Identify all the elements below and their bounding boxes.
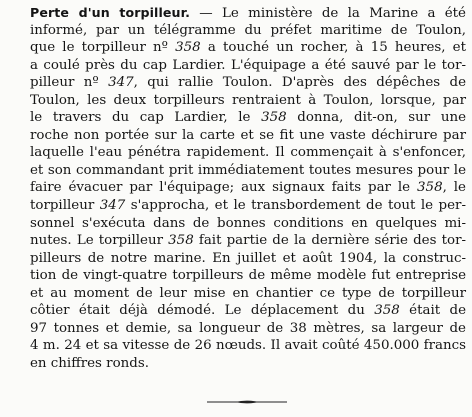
article-text: informé, par un télégramme du préfet maritime de Toulon,	[30, 22, 466, 38]
article-line	[30, 74, 466, 92]
torpedo-boat-number: 347	[99, 198, 126, 214]
torpedo-boat-number: 358	[374, 303, 400, 319]
article-line	[30, 267, 466, 285]
article-text: laquelle l'eau pénétra rapidement. Il commençait à s'enfoncer,	[30, 145, 466, 161]
article-text: était de	[399, 303, 466, 319]
article-text: Toulon, les deux torpilleurs rentraient à Toulon, lorsque, par	[30, 92, 466, 108]
article-line	[30, 22, 466, 40]
article-text: que le torpilleur nº	[30, 40, 176, 56]
news-article	[30, 4, 466, 372]
article-text: — Le ministère de la Marine a été	[189, 6, 466, 21]
article-text: sonnel s'exécuta dans de bonnes conditions en quelques mi-	[30, 215, 466, 231]
article-text: pilleur nº	[30, 75, 109, 91]
article-text: 97 tonnes et demie, sa longueur de 38 mètres, sa largeur de	[30, 320, 466, 336]
article-text: en chiffres ronds.	[30, 355, 149, 371]
article-line	[30, 285, 466, 303]
article-line	[30, 250, 466, 268]
article-line	[30, 232, 466, 250]
article-line	[30, 302, 466, 320]
article-line	[30, 39, 466, 57]
article-line	[30, 355, 466, 373]
article-text: , le	[442, 180, 466, 196]
article-text: côtier était déjà démodé. Le déplacement du	[30, 303, 375, 319]
article-line	[30, 179, 466, 197]
article-line	[30, 92, 466, 110]
article-line	[30, 337, 466, 355]
article-text: donna, dit-on, sur une	[286, 110, 466, 126]
article-text: a touché un rocher, à 15 heures, et	[200, 40, 466, 56]
torpedo-boat-number: 358	[417, 180, 443, 196]
article-text: et son commandant prit immédiatement toutes mesures pour le	[30, 162, 466, 178]
article-text: nutes. Le torpilleur	[30, 233, 169, 249]
article-text: a coulé près du cap Lardier. L'équipage a été sauvé par le tor-	[30, 57, 466, 73]
article-text: 4 m. 24 et sa vitesse de 26 nœuds. Il avait coûté 450.000 francs	[30, 338, 466, 354]
article-text: fait partie de la dernière série des tor-	[193, 233, 466, 249]
article-text: et au moment de leur mise en chantier ce type de torpilleur	[30, 285, 466, 301]
article-headline: Perte d'un torpilleur.	[30, 5, 190, 20]
article-line	[30, 162, 466, 180]
article-text: le travers du cap Lardier, le	[30, 110, 262, 126]
torpedo-boat-number: 358	[175, 40, 201, 56]
article-text: roche non portée sur la carte et se fit une vaste déchirure par	[30, 127, 466, 143]
torpedo-boat-number: 358	[168, 233, 194, 249]
article-body	[30, 4, 466, 372]
article-text: pilleurs de notre marine. En juillet et août 1904, la construc-	[30, 250, 466, 266]
article-line	[30, 127, 466, 145]
article-text: faire évacuer par l'équipage; aux signaux faits par le	[30, 180, 418, 196]
article-line	[30, 320, 466, 338]
article-text: , qui rallie Toulon. D'après des dépêches de	[133, 75, 467, 91]
torpedo-boat-number: 347	[108, 75, 134, 91]
article-line	[30, 109, 466, 127]
article-line	[30, 197, 466, 215]
article-line	[30, 4, 466, 22]
article-text: torpilleur	[30, 198, 100, 214]
article-line	[30, 215, 466, 233]
article-text: tion de vingt-quatre torpilleurs de même modèle fut entreprise	[30, 268, 466, 284]
end-of-article-rule	[207, 399, 287, 405]
article-text: s'approcha, et le transbordement de tout le per-	[125, 198, 466, 214]
torpedo-boat-number: 358	[261, 110, 287, 126]
article-line	[30, 57, 466, 75]
article-line	[30, 144, 466, 162]
